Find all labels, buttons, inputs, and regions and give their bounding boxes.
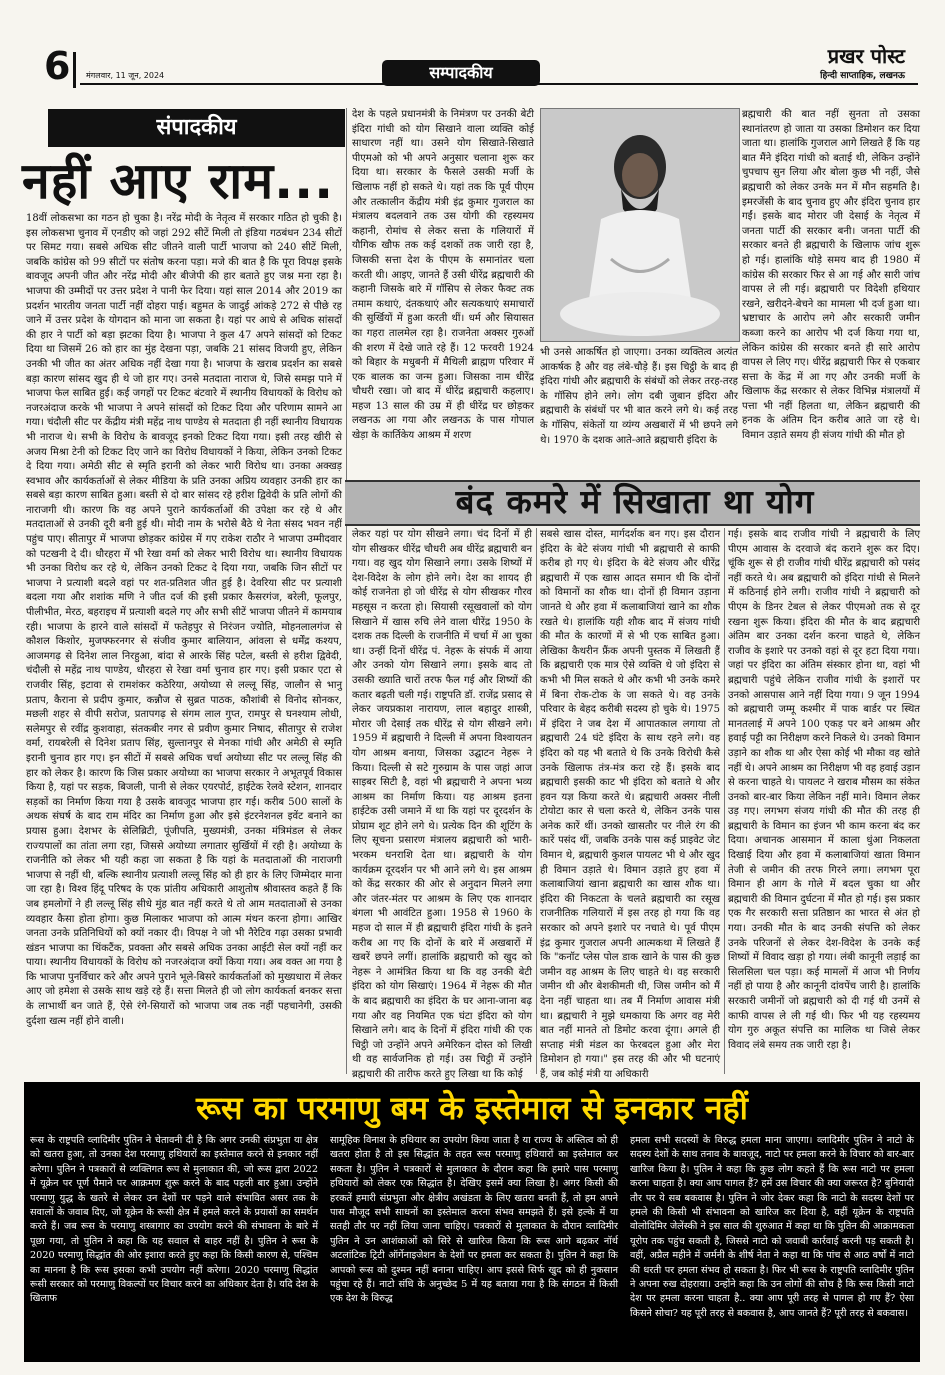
editorial-label: संपादकीय <box>48 109 345 147</box>
column-divider <box>536 528 537 1074</box>
story-column-f: गई। इसके बाद राजीव गांधी ने ब्रह्मचारी के लिए पीएम आवास के दरवाजे बंद कराने शुरू कर दिए। चूंकि शुरू से ही राजीव गांधी धीरेंद्र ब्रह्मचारी को पसंद नहीं करते थे। अब ब्रह्मचारी को इंदिरा गांधी से मिलने में कठिनाई होने लगी। राजीव गांधी ने ब्रह्मचारी को पीएम के डिनर टेबल से लेकर पीएमओ तक से दूर रखना शुरू किया। इंदिरा की मौत के बाद ब्रह्मचारी अंतिम बार उनका दर्शन करना चाहते थे, लेकिन राजीव के इशारे पर उनको वहां से दूर हटा दिया गया। जहां पर इंदिरा का अंतिम संस्कार होना था, वहां भी ब्रह्मचारी पहुंचे लेकिन राजीव गांधी के इशारों पर उनको आसपास आने नहीं दिया गया। 9 जून 1994 को ब्रह्मचारी जम्मू कश्मीर में पाक बार्डर पर स्थित मानतलाई में अपने 100 एकड़ पर बने आश्रम और हवाई पट्टी का निरीक्षण करने निकले थे। उनको विमान उड़ाने का शौक था और ऐसा कोई भी मौका वह खोते नहीं थे। अपने आश्रम का निरीक्षण भी वह हवाई उड़ान से करना चाहते थे। पायलट ने खराब मौसम का संकेत उनको बार-बार किया लेकिन नहीं माने। विमान लेकर उड़ गए। लगभग संजय गांधी की मौत की तरह ही ब्रह्मचारी के विमान का इंजन भी काम करना बंद कर दिया। अचानक आसमान में काला धुंआ निकलता दिखाई दिया और हवा में कलाबाजियां खाता विमान तेजी से जमीन की तरफ गिरने लगा। लगभग पूरा विमान ही आग के गोले में बदल चुका था और ब्रह्मचारी की विमान दुर्घटना में मौत हो गई। इस प्रकार एक गैर सरकारी सत्ता प्रतिष्ठान का भारत से अंत हो गया। उनकी मौत के बाद उनकी संपत्ति को लेकर उनके परिजनों से लेकर देश-विदेश के उनके कई शिष्यों में विवाद खड़ा हो गया। लंबी कानूनी लड़ाई का सिलसिला चल पड़ा। कई मामलों में आज भी निर्णय नहीं हो पाया है और कानूनी दांवपेंच जारी है। हालांकि सरकारी जमीनों जो ब्रह्मचारी को दी गई थी उनमें से काफी वापस ले ली गई थी। फिर भी यह रहस्यमय योग गुरु अकूत संपत्ति का मालिक था जिसे लेकर विवाद लंबे समय तक जारी रहा है। <box>728 529 920 1051</box>
page-number: 6 <box>44 44 71 88</box>
column-divider <box>724 528 725 1074</box>
paper-subtitle: हिन्दी साप्ताहिक, लखनऊ <box>820 71 905 81</box>
masthead <box>820 44 905 81</box>
story-title: बंद कमरे में सिखाता था योग <box>455 482 815 521</box>
editorial-title: नहीं आए राम... <box>22 152 335 210</box>
dateline: मंगलवार, 11 जून, 2024 <box>86 71 165 80</box>
story-column-a: देश के पहले प्रधानमंत्री के निमंत्रण पर उनकी बेटी इंदिरा गांधी को योग सिखाने वाला व्यक्ति कोई साधारण नहीं था। उसने योग सिखाते-सिखाते पीएमओ को भी अपने अनुसार चलाना शुरू कर दिया था। सरकार के फैसले उसकी मर्जी के खिलाफ नहीं हो सकते थे। यहां तक कि पूर्व पीएम और तत्कालीन केंद्रीय मंत्री इंद्र कुमार गुजराल का मंत्रालय बदलवाने तक उस योगी की रहस्यमय कहानी, रोमांच से लेकर सत्ता के गलियारों में यौगिक खौफ तक कई दशकों तक जारी रहा है, जिसकी सत्ता देश के पीएम के समानांतर चला करती थी। आइए, जानते हैं उसी धीरेंद्र ब्रह्मचारी की कहानी जिसके बारे में गॉसिप से लेकर फैक्ट तक तमाम कथाएं, दंतकथाएं और सत्यकथाएं समाचारों की सुर्खियों में हुआ करती थीं। धर्म और सियासत का गहरा तालमेल रहा है। राजनेता अक्सर गुरुओं की शरण में देखे जाते रहे हैं। 12 फरवरी 1924 को बिहार के मधुबनी में मैथिली ब्राह्मण परिवार में एक बालक का जन्म हुआ। जिसका नाम धीरेंद्र चौधरी रखा। जो बाद में धीरेंद्र ब्रह्मचारी कहलाए। महज 13 साल की उम्र में ही धीरेंद्र घर छोड़कर लखनऊ आ गया और लखनऊ के पास गोपाल खेड़ा के कार्तिकेय आश्रम में शरण <box>352 109 534 442</box>
russia-title: रूस का परमाणु बम के इस्तेमाल से इनकार नहीं <box>196 1089 748 1127</box>
yogi-portrait-image <box>541 109 739 341</box>
story-column-d: लेकर यहां पर योग सीखने लगा। चंद दिनों में ही योग सीखकर धीरेंद्र चौधरी अब धीरेंद्र ब्रह्मचारी बन गया। वह खुद योग सिखाने लगा। उसके शिष्यों में देश-विदेश के लोग होने लगे। देश का शायद ही कोई राजनेता हो जो धीरेंद्र से योग सीखकर गौरव महसूस न करता हो। सियासी रसूखवालों को योग सिखाने में खास रुचि लेने वाला धीरेंद्र 1950 के दशक तक दिल्ली के राजनीति में चर्चा में आ चुका था। उन्हीं दिनों धीरेंद्र पं. नेहरू के संपर्क में आया और उनको योग सिखाने लगा। इसके बाद तो उसकी ख्याति चारों तरफ फैल गई और शिष्यों की कतार बढ़ती चली गई। राष्ट्रपति डॉ. राजेंद्र प्रसाद से लेकर जयप्रकाश नारायण, लाल बहादुर शास्त्री, मोरार जी देसाई तक धीरेंद्र से योग सीखने लगे। 1959 में ब्रह्मचारी ने दिल्ली में अपना विश्वायतन योग आश्रम बनाया, जिसका उद्घाटन नेहरू ने किया। दिल्ली से सटे गुरुग्राम के पास जहां आज साइबर सिटी है, वहां भी ब्रह्मचारी ने अपना भव्य आश्रम का निर्माण किया। यह आश्रम इतना हाईटेक उसी जमाने में था कि यहां पर दूरदर्शन के प्रोग्राम शूट होने लगे थे। प्रत्येक दिन की शूटिंग के लिए सूचना प्रसारण मंत्रालय ब्रह्मचारी को भारी-भरकम धनराशि देता था। ब्रह्मचारी के योग कार्यक्रम दूरदर्शन पर भी आने लगे थे। इस आश्रम को केंद्र सरकार की ओर से अनुदान मिलने लगा और जंतर-मंतर पर आश्रम के लिए एक शानदार बंगला भी आवंटित हुआ। 1958 से 1960 के महज दो साल में ही ब्रह्मचारी इंदिरा गांधी के इतने करीब आ गए कि दोनों के बारे में अखबारों में खबरें छपने लगीं। हालांकि ब्रह्मचारी को खुद को नेहरू ने आमंत्रित किया था कि वह उनकी बेटी इंदिरा को योग सिखाएं। 1964 में नेहरू की मौत के बाद ब्रह्मचारी का इंदिरा के घर आना-जाना बढ़ गया और वह नियमित एक घंटा इंदिरा को योग सिखाने लगे। बाद के दिनों में इंदिरा गांधी की एक चिट्ठी जो उन्होंने अपने अमेरिकन दोस्त को लिखी थी वह सार्वजनिक हो गई। उस चिट्ठी में उन्होंने ब्रह्मचारी की तारीफ करते हुए लिखा था कि कोई <box>352 529 532 1080</box>
story-column-e: सबसे खास दोस्त, मार्गदर्शक बन गए। इस दौरान इंदिरा के बेटे संजय गांधी भी ब्रह्मचारी से काफी करीब हो गए थे। इंदिरा के बेटे संजय और धीरेंद्र ब्रह्मचारी में एक खास आदत समान थी कि दोनों को विमानों का शौक था। दोनों ही विमान उड़ाना जानते थे और हवा में कलाबाजियां खाने का शौक रखते थे। हालांकि यही शौक बाद में संजय गांधी की मौत के कारणों में से भी एक साबित हुआ। लेखिका कैथरीन फ्रैंक अपनी पुस्तक में लिखती हैं कि ब्रह्मचारी एक मात्र ऐसे व्यक्ति थे जो इंदिरा से कभी भी मिल सकते थे और कभी भी उनके कमरे में बिना रोक-टोक के जा सकते थे। वह उनके परिवार के बेहद करीबी सदस्य हो चुके थे। 1975 में इंदिरा ने जब देश में आपातकाल लगाया तो ब्रह्मचारी 24 घंटे इंदिरा के साथ रहने लगे। वह इंदिरा को यह भी बताते थे कि उनके विरोधी कैसे उनके खिलाफ तंत्र-मंत्र करा रहे हैं। इसके बाद ब्रह्मचारी इसकी काट भी इंदिरा को बताते थे और हवन यज्ञ किया करते थे। ब्रह्मचारी अक्सर नीली टोयोटा कार से चला करते थे, लेकिन उनके पास अनेक कारें थीं। उनको खासतौर पर नीले रंग की कारें पसंद थीं, जबकि उनके पास कई प्राइवेट जेट विमान थे, ब्रह्मचारी कुशल पायलट भी थे और खुद ही विमान उड़ाते थे। विमान उड़ाते हुए हवा में कलाबाजियां खाना ब्रह्मचारी का खास शौक था। इंदिरा की निकटता के चलते ब्रह्मचारी का रसूख राजनीतिक गलियारों में इस तरह हो गया कि वह सरकार को अपने इशारे पर नचाते थे। पूर्व पीएम इंद्र कुमार गुजराल अपनी आत्मकथा में लिखते हैं कि "कनॉट प्लेस पोल डाक खाने के पास की कुछ जमीन वह आश्रम के लिए चाहते थे। वह सरकारी जमीन थी और बेशकीमती थी, जिस जमीन को मैं देना नहीं चाहता था। तब मैं निर्माण आवास मंत्री था। ब्रह्मचारी ने मुझे धमकाया कि अगर वह मेरी बात नहीं मानते तो डिमोट करवा दूंगा। अगले ही सप्ताह मंत्री मंडल का फेरबदल हुआ और मेरा डिमोशन हो गया।" इस तरह की और भी घटनाएं हैं, जब कोई मंत्री या अधिकारी <box>540 529 720 1080</box>
editorial-body: 18वीं लोकसभा का गठन हो चुका है। नरेंद्र मोदी के नेतृत्व में सरकार गठित हो चुकी है। इस लोकसभा चुनाव में एनडीए को जहां 292 सीटें मिली तो इंडिया गठबंधन 234 सीटों पर सिमट गया। सबसे अधिक सीट जीतने वाली पार्टी भाजपा को 240 सीटें मिली, जबकि कांग्रेस को 99 सीटों पर संतोष करना पड़ा। मजे की बात है कि पूरा विपक्ष इसके बावजूद अपनी जीत और नरेंद्र मोदी और बीजेपी की हार बताते हुए जश्न मना रहा है। भाजपा की उम्मीदों पर उत्तर प्रदेश ने पानी फेर दिया। यहां साल 2014 और 2019 का प्रदर्शन भारतीय जनता पार्टी नहीं दोहरा पाई। बहुमत के जादुई आंकड़े 272 से पीछे रह जाने में उत्तर प्रदेश के योगदान को माना जा सकता है। यहां पर आधे से अधिक सांसदों की हार ने पार्टी को बड़ा झटका दिया है। भाजपा ने कुल 47 अपने सांसदों को टिकट दिया था जिसमें 26 को हार का मुंह देखना पड़ा, जबकि 21 सांसद विजयी हुए, लेकिन उनकी भी जीत का अंतर अधिक नहीं देखा गया है। भाजपा के खराब प्रदर्शन का सबसे बड़ा कारण सांसद खुद ही थे जो हार गए। उनसे मतदाता नाराज थे, जिसे समझ पाने में भाजपा फेल साबित हुई। कई जगहों पर टिकट बंटवारे में स्थानीय विधायकों के विरोध को नजरअंदाज करके भी भाजपा ने अपने सांसदों को टिकट दिया और परिणाम सामने आ गया। चंदौली सीट पर केंद्रीय मंत्री महेंद्र नाथ पाण्डेय से मतदाता ही नहीं स्थानीय विधायक भी नाराज थे। सभी के विरोध के बावजूद इनको टिकट दिया गया। इसी तरह खीरी से अजय मिश्रा टेनी को टिकट दिए जाने का विरोध विधायकों ने किया, लेकिन उनको टिकट दे दिया गया। अमेठी सीट से स्मृति इरानी को लेकर भारी विरोध था। उनका अक्खड़ स्वभाव और कार्यकर्ताओं से लेकर मीडिया के प्रति उनका अप्रिय व्यवहार उनकी हार का सबसे बड़ा कारण साबित हुआ। बस्ती से दो बार सांसद रहे हरीश द्विवेदी के प्रति लोगों की नाराजगी थी। कारण कि वह अपने पुराने कार्यकर्ताओं की उपेक्षा कर रहे थे और मतदाताओं से उनकी दूरी बनी हुई थी। मोदी नाम के भरोसे बैठे थे नेता संसद भवन नहीं पहुंच पाए। सीतापुर में भाजपा छोड़कर कांग्रेस में गए राकेश राठौर ने भाजपा उम्मीदवार को पटखनी दे दी। धौरहरा में भी रेखा वर्मा को लेकर भारी विरोध था। स्थानीय विधायक भी उनका विरोध कर रहे थे, लेकिन उनको टिकट दे दिया गया, जबकि जिन सीटों पर भाजपा ने प्रत्याशी बदले वहां पर शत-प्रतिशत जीत हुई है। देवरिया सीट पर प्रत्याशी बदला गया और शशांक मणि ने जीत दर्ज की इसी प्रकार कैसरगंज, बरेली, फूलपुर, पीलीभीत, मेरठ, बहराइच में प्रत्याशी बदले गए और सभी सीटें भाजपा जीतने में कामयाब रही। भाजपा के हारने वाले सांसदों में फतेहपुर से निरंजन ज्योति, मोहनलालगंज से कौशल किशोर, मुजफ्फरनगर से संजीव कुमार बालियान, आंवला से धर्मेंद्र कश्यप, आजमगढ़ से दिनेश लाल निरहुआ, बांदा से आरके सिंह पटेल, बस्ती से हरीश द्विवेदी, चंदौली से महेंद्र नाथ पाण्डेय, धौरहरा से रेखा वर्मा चुनाव हार गए। इसी प्रकार एटा से राजवीर सिंह, इटावा से रामशंकर कठेरिया, अयोध्या से लल्लू सिंह, जालौन से भानु प्रताप, कैराना से प्रदीप कुमार, कन्नौज से सुब्रत पाठक, कौशांबी से विनोद सोनकर, मछली शहर से वीपी सरोज, प्रतापगढ़ से संगम लाल गुप्त, रामपुर से घनश्याम लोधी, सलेमपुर से रवींद्र कुशवाहा, संतकबीर नगर से प्रवीण कुमार निषाद, सीतापुर से राजेश वर्मा, रायबरेली से दिनेश प्रताप सिंह, सुल्तानपुर से मेनका गांधी और अमेठी से स्मृति इरानी चुनाव हार गए। इन सीटों में सबसे अधिक चर्चा अयोध्या सीट पर लल्लू सिंह की हार को लेकर है। कारण कि जिस प्रकार अयोध्या का भाजपा सरकार ने अभूतपूर्व विकास किया है, यहां पर सड़क, बिजली, पानी से लेकर एयरपोर्ट, हाईटेक रेलवे स्टेशन, शानदार सड़कों का निर्माण किया गया है उसके बावजूद भाजपा हार गई। करीब 500 सालों के अथक संघर्ष के बाद राम मंदिर का निर्माण हुआ और इसे इंटरनेशनल इवेंट बनाने का प्रयास हुआ। देशभर के सेलिब्रिटी, पूंजीपति, मुख्यमंत्री, उनका मंत्रिमंडल से लेकर राज्यपालों का तांता लगा रहा, जिससे अयोध्या लगातार सुर्खियों में रही है। अयोध्या के राजनीति को लेकर भी यही कहा जा सकता है कि यहां के मतदाताओं की नाराजगी भाजपा से नहीं थी, बल्कि स्थानीय प्रत्याशी लल्लू सिंह को ही हार के लिए जिम्मेदार माना जा रहा है। विश्व हिंदू परिषद के एक प्रांतीय अधिकारी आशुतोष श्रीवास्तव कहते हैं कि जब हमलोगों ने ही लल्लू सिंह सीधे मुंह बात नहीं करते थे तो आम मतदाताओं से उनका व्यवहार कैसा होता होगा। कुछ मिलाकर भाजपा को आत्म मंथन करना होगा। आखिर जनता उनके प्रतिनिधियों को क्यों नकार दी। विपक्ष ने जो भी नैरेटिव गढ़ा उसका प्रभावी खंडन भाजपा का थिंकटैंक, प्रवक्ता और सबसे अधिक उनका आईटी सेल क्यों नहीं कर पाया। स्थानीय विधायकों के विरोध को नजरअंदाज क्यों किया गया। अब वक्त आ गया है कि भाजपा पुनर्विचार करे और अपने पुराने भूले-बिसरे कार्यकर्ताओं को मुख्यधारा में लेकर आए जो हमेशा से उसके साथ खड़े रहे हैं। सत्ता मिलते ही जो लोग कार्यकर्ता बनकर सत्ता के लाभार्थी बन जाते हैं, ऐसे रंगे-सियारों को भाजपा जब तक नहीं पहचानेगी, उसकी दुर्दशा खत्म नहीं होने वाली। <box>26 213 343 1027</box>
russia-column-3: हमला सभी सदस्यों के विरुद्ध हमला माना जाएगा। व्लादिमीर पुतिन ने नाटो के सदस्य देशों के साथ तनाव के बावजूद, नाटो पर हमला करने के विचार को बार-बार खारिज किया है। पुतिन ने कहा कि कुछ लोग कहते हैं कि रूस नाटो पर हमला करना चाहता है। क्या आप पागल हैं? हमें उस विचार की क्या जरूरत है? बुनियादी तौर पर ये सब बकवास है। पुतिन ने जोर देकर कहा कि नाटो के सदस्य देशों पर हमले की किसी भी संभावना को खारिज कर दिया है, वहीं यूक्रेन के राष्ट्रपति वोलोदिमिर जेलेंस्की ने इस साल की शुरुआत में कहा था कि पुतिन की आक्रामकता यूरोप तक पहुंच सकती है, जिससे नाटो को जवाबी कार्रवाई करनी पड़ सकती है। वहीं, अप्रैल महीने में जर्मनी के शीर्ष नेता ने कहा था कि पांच से आठ वर्षों में नाटो की धरती पर हमला संभव हो सकता है। फिर भी रूस के राष्ट्रपति व्लादिमीर पुतिन ने अपना रुख दोहराया। उन्होंने कहा कि उन लोगों की सोच है कि रूस किसी नाटो देश पर हमला करना चाहता है.. क्या आप पूरी तरह से पागल हो गए हैं? ऐसा किसने सोचा? यह पूरी तरह से बकवास है, आप जानते हैं? पूरी तरह से बकवास। <box>624 1134 920 1362</box>
section-tab: सम्पादकीय <box>382 60 540 86</box>
russia-column-1: रूस के राष्ट्रपति व्लादिमीर पुतिन ने चेतावनी दी है कि अगर उनकी संप्रभुता या क्षेत्र को खतरा हुआ, तो उनका देश परमाणु हथियारों का इस्तेमाल करने से इनकार नहीं करेगा। पुतिन ने पत्रकारों से व्यक्तिगत रूप से मुलाकात की, जो रूस द्वारा 2022 में यूक्रेन पर पूर्ण पैमाने पर आक्रमण शुरू करने के बाद पहली बार हुआ। उन्होंने परमाणु युद्ध के खतरे से लेकर उन देशों पर पड़ने वाले संभावित असर तक के सवालों के जवाब दिए, जो यूक्रेन के रूसी क्षेत्र में हमले करने के प्रयासों का समर्थन करते हैं। जब रूस के परमाणु शस्त्रागार का उपयोग करने की संभावना के बारे में पूछा गया, तो पुतिन ने कहा कि यह सवाल से बाहर नहीं है। पुतिन ने रूस के 2020 परमाणु सिद्धांत की ओर इशारा करते हुए कहा कि किसी कारण से, पश्चिम का मानना है कि रूस इसका कभी उपयोग नहीं करेगा। 2020 परमाणु सिद्धांत रूसी सरकार को परमाणु विकल्पों पर विचार करने का अधिकार देता है। यदि देश के खिलाफ <box>24 1134 324 1362</box>
paper-name: प्रखर पोस्ट <box>827 44 905 68</box>
story-column-b: भी उनसे आकर्षित हो जाएगा। उनका व्यक्तित्व अत्यंत आकर्षक है और वह लंबे-चौड़े हैं। इस चिट्ठी के बाद ही इंदिरा गांधी और ब्रह्मचारी के संबंधों को लेकर तरह-तरह के गॉसिप होने लगे। लोग दबी जुबान इंदिरा और ब्रह्मचारी के संबंधों पर भी बात करने लगे थे। कई तरह के गॉसिप, संकेतों या व्यंग्य अखबारों में भी छपने लगे थे। 1970 के दशक आते-आते ब्रह्मचारी इंदिरा के <box>540 347 738 446</box>
story-photo <box>540 108 740 342</box>
story-column-c: ब्रह्मचारी की बात नहीं सुनता तो उसका स्थानांतरण हो जाता या उसका डिमोशन कर दिया जाता था। हालांकि गुजराल आगे लिखते हैं कि यह बात मैंने इंदिरा गांधी को बताई थी, लेकिन उन्होंने चुपचाप सुन लिया और बोला कुछ भी नहीं, जैसे ब्रह्मचारी को लेकर उनके मन में मौन सहमति है। इमरजेंसी के बाद चुनाव हुए और इंदिरा चुनाव हार गईं। इसके बाद मोरार जी देसाई के नेतृत्व में जनता पार्टी की सरकार बनी। जनता पार्टी की सरकार बनते ही ब्रह्मचारी के खिलाफ जांच शुरू हो गई। हालांकि थोड़े समय बाद ही 1980 में कांग्रेस की सरकार फिर से आ गई और सारी जांच वापस ले ली गई। ब्रह्मचारी पर विदेशी हथियार रखने, खरीदने-बेचने का मामला भी दर्ज हुआ था। भ्रष्टाचार के आरोप लगे और सरकारी जमीन कब्जा करने का आरोप भी दर्ज किया गया था, लेकिन कांग्रेस की सरकार बनते ही सारे आरोप वापस ले लिए गए। धीरेंद्र ब्रह्मचारी फिर से एकबार सत्ता के केंद्र में आ गए और उनकी मर्जी के खिलाफ केंद्र सरकार से लेकर विभिन्न मंत्रालयों में पत्ता भी नहीं हिलता था, लेकिन ब्रह्मचारी की हनक के अंतिम दिन करीब आते जा रहे थे। विमान उड़ाते समय ही संजय गांधी की मौत हो <box>742 109 920 442</box>
page-number-divider <box>73 52 76 88</box>
russia-column-2: सामूहिक विनाश के हथियार का उपयोग किया जाता है या राज्य के अस्तित्व को ही खतरा होता है तो इस सिद्धांत के तहत रूस परमाणु हथियारों का इस्तेमाल कर सकता है। पुतिन ने पत्रकारों से मुलाकात के दौरान कहा कि हमारे पास परमाणु हथियारों को लेकर एक सिद्धांत है। देखिए इसमें क्या लिखा है। अगर किसी की हरकतें हमारी संप्रभुता और क्षेत्रीय अखंडता के लिए खतरा बनती हैं, तो हम अपने पास मौजूद सभी साधनों का इस्तेमाल करना संभव समझते हैं। इसे हल्के में या सतही तौर पर नहीं लिया जाना चाहिए। पत्रकारों से मुलाकात के दौरान व्लादिमीर पुतिन ने उन आशंकाओं को सिरे से खारिज किया कि रूस आगे बढ़कर नॉर्थ अटलांटिक ट्रिटी ऑर्गेनाइजेशन के देशों पर हमला कर सकता है। पुतिन ने कहा कि आपको रूस को दुश्मन नहीं बनाना चाहिए। आप इससे सिर्फ खुद को ही नुकसान पहुंचा रहे हैं। नाटो संधि के अनुच्छेद 5 में यह बताया गया है कि संगठन में किसी एक देश के विरुद्ध <box>324 1134 624 1362</box>
column-divider <box>346 108 347 1074</box>
